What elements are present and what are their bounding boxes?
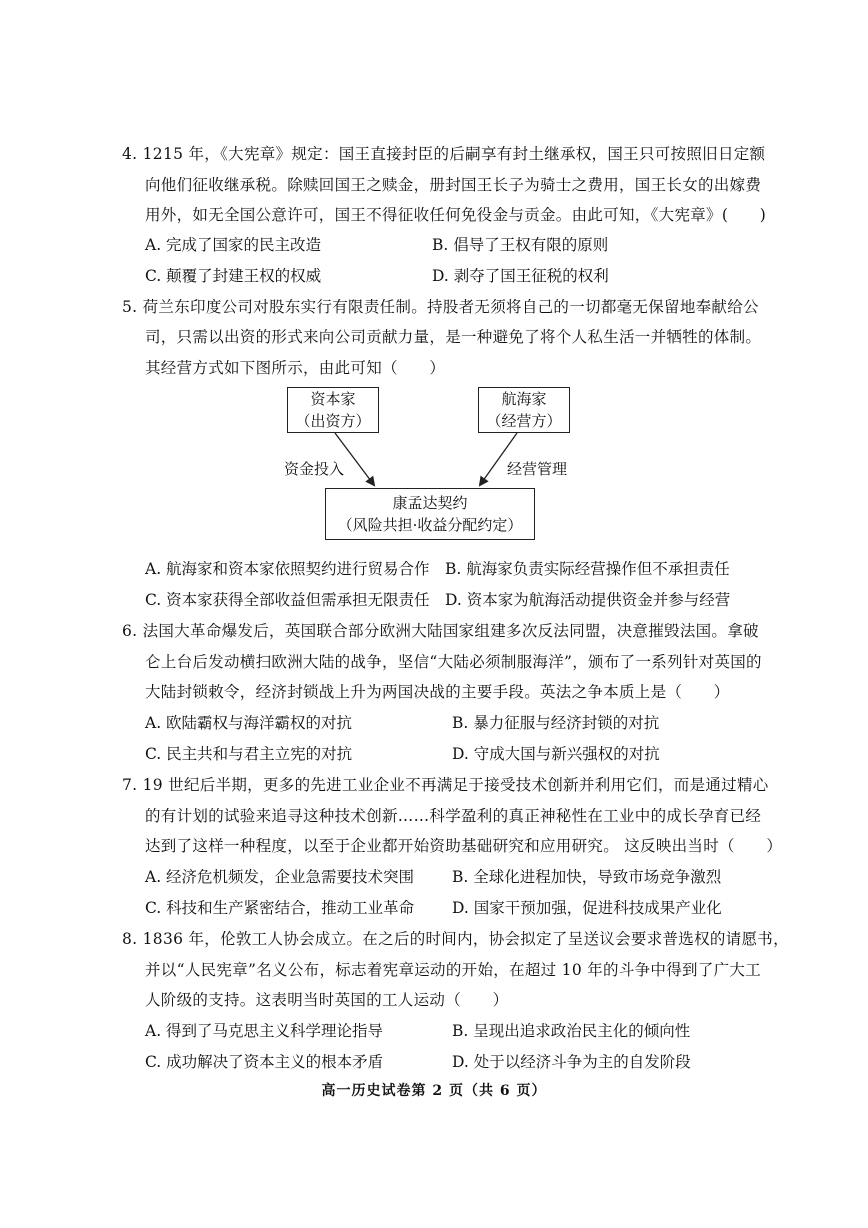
question-6-line-2: 仑上台后发动横扫欧洲大陆的战争，坚信“大陆必须制服海洋”，颁布了一系列针对英国的 bbox=[145, 653, 762, 671]
question-5-line-1: 5. 荷兰东印度公司对股东实行有限责任制。持股者无须将自己的一切都毫无保留地奉献给公 bbox=[122, 298, 759, 316]
question-4-line-2: 向他们征收继承税。除赎回国王之赎金，册封国王长子为骑士之费用，国王长女的出嫁费 bbox=[145, 176, 762, 194]
question-6-option-d[interactable]: D. 守成大国与新兴强权的对抗 bbox=[452, 745, 660, 763]
capitalist-role: （出资方） bbox=[295, 412, 371, 430]
navigator-box bbox=[478, 387, 570, 433]
question-8-option-d[interactable]: D. 处于以经济斗争为主的自发阶段 bbox=[452, 1053, 691, 1071]
question-7-option-b[interactable]: B. 全球化进程加快，导致市场竞争激烈 bbox=[452, 868, 722, 886]
question-7-option-d[interactable]: D. 国家干预加强，促进科技成果产业化 bbox=[452, 899, 722, 917]
contract-desc: （风险共担·收益分配约定） bbox=[337, 516, 523, 534]
question-4-option-a[interactable]: A. 完成了国家的民主改造 bbox=[145, 236, 322, 254]
question-8-line-1: 8. 1836 年，伦敦工人协会成立。在之后的时间内，协会拟定了呈送议会要求普选权的请愿书， bbox=[122, 930, 789, 948]
navigator-title: 航海家 bbox=[501, 390, 547, 408]
management-label: 经营管理 bbox=[507, 460, 568, 478]
question-5-option-d[interactable]: D. 资本家为航海活动提供资金并参与经营 bbox=[445, 591, 731, 609]
question-7-option-c[interactable]: C. 科技和生产紧密结合，推动工业革命 bbox=[145, 899, 415, 917]
question-6-option-b[interactable]: B. 暴力征服与经济封锁的对抗 bbox=[452, 714, 660, 732]
question-5-option-a[interactable]: A. 航海家和资本家依照契约进行贸易合作 bbox=[145, 560, 430, 578]
contract-title: 康孟达契约 bbox=[392, 494, 468, 512]
question-5-option-c[interactable]: C. 资本家获得全部收益但需承担无限责任 bbox=[145, 591, 430, 609]
question-5-line-3: 其经营方式如下图所示，由此可知（ ） bbox=[145, 359, 446, 377]
capital-input-label: 资金投入 bbox=[284, 460, 345, 478]
contract-box bbox=[325, 488, 535, 540]
question-6-line-3: 大陆封锁敕令，经济封锁战上升为两国决战的主要手段。英法之争本质上是（ ） bbox=[145, 683, 730, 701]
question-4-line-1: 4. 1215 年，《大宪章》规定：国王直接封臣的后嗣享有封土继承权，国王只可按照旧日定额 bbox=[122, 145, 766, 163]
question-5-option-b[interactable]: B. 航海家负责实际经营操作但不承担责任 bbox=[445, 560, 730, 578]
capitalist-title: 资本家 bbox=[310, 390, 356, 408]
question-6-line-1: 6. 法国大革命爆发后，英国联合部分欧洲大陆国家组建多次反法同盟，决意摧毁法国。拿破 bbox=[122, 622, 759, 640]
question-4-option-b[interactable]: B. 倡导了王权有限的原则 bbox=[432, 236, 609, 254]
question-8-option-c[interactable]: C. 成功解决了资本主义的根本矛盾 bbox=[145, 1053, 384, 1071]
question-8-option-b[interactable]: B. 呈现出追求政治民主化的倾向性 bbox=[452, 1022, 691, 1040]
question-4-option-d[interactable]: D. 剥夺了国王征税的权利 bbox=[432, 267, 609, 285]
question-4-line-3: 用外，如无全国公意许可，国王不得征收任何免役金与贡金。由此可知，《大宪章》( ) bbox=[145, 206, 767, 224]
question-6-option-a[interactable]: A. 欧陆霸权与海洋霸权的对抗 bbox=[145, 714, 353, 732]
page-footer: 高一历史试卷第 2 页（共 6 页） bbox=[321, 1083, 547, 1099]
question-4-option-c[interactable]: C. 颠覆了封建王权的权威 bbox=[145, 267, 322, 285]
question-7-line-2: 的有计划的试验来追寻这种技术创新……科学盈利的真正神秘性在工业中的成长孕育已经 bbox=[145, 807, 762, 825]
question-8-line-2: 并以“人民宪章”名义公布，标志着宪章运动的开始，在超过 10 年的斗争中得到了广大工 bbox=[145, 961, 762, 979]
question-5-line-2: 司，只需以出资的形式来向公司贡献力量，是一种避免了将个人私生活一并牺牲的体制。 bbox=[145, 328, 762, 346]
question-7-line-1: 7. 19 世纪后半期，更多的先进工业企业不再满足于接受技术创新并利用它们，而是通过精心 bbox=[122, 776, 769, 794]
question-6-option-c[interactable]: C. 民主共和与君主立宪的对抗 bbox=[145, 745, 353, 763]
capitalist-box bbox=[287, 387, 379, 433]
question-7-option-a[interactable]: A. 经济危机频发，企业急需要技术突围 bbox=[145, 868, 415, 886]
question-7-line-3: 达到了这样一种程度，以至于企业都开始资助基础研究和应用研究。 这反映出当时（ ） bbox=[145, 837, 783, 855]
question-8-option-a[interactable]: A. 得到了马克思主义科学理论指导 bbox=[145, 1022, 384, 1040]
navigator-role: （经营方） bbox=[486, 412, 562, 430]
question-8-line-3: 人阶级的支持。这表明当时英国的工人运动（ ） bbox=[145, 991, 509, 1009]
